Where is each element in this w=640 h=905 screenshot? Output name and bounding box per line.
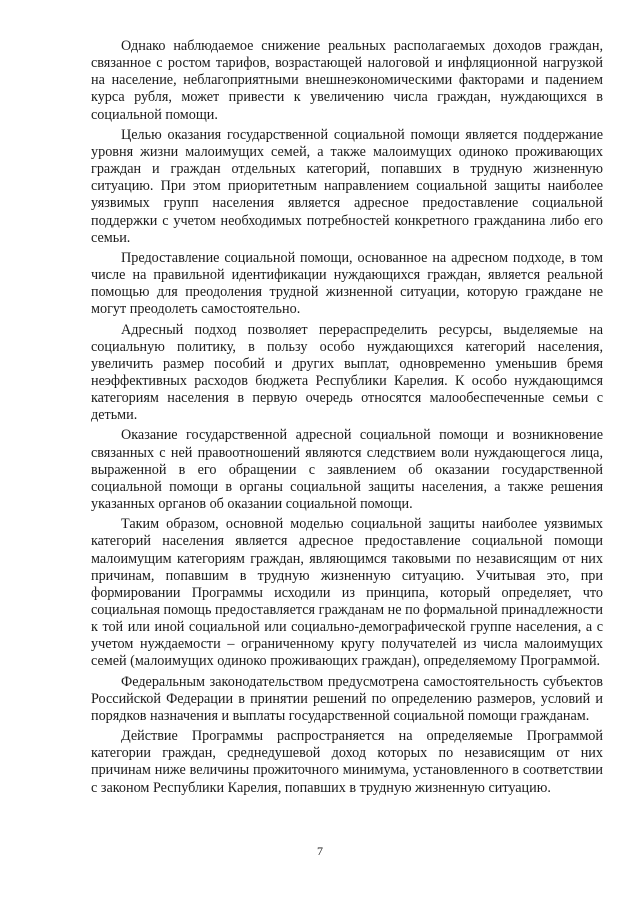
page-number: 7 <box>317 844 323 858</box>
paragraph-8: Действие Программы распространяется на определяемые Программой категории граждан, среднедушевой доход которых по независящим от них причинам ниже величины прожиточного минимума, установленного в соответствии с законом Республики Карелия, попавших в трудную жизненную ситуацию. <box>91 728 603 796</box>
paragraph-5: Оказание государственной адресной социальной помощи и возникновение связанных с ней правоотношений являются следствием воли нуждающегося лица, выраженной в его обращении с заявлением об оказании государственной социальной помощи в органы социальной защиты населения, а также решения указанных органов об оказании социальной помощи. <box>91 427 603 513</box>
paragraph-6: Таким образом, основной моделью социальной защиты наиболее уязвимых категорий населения является адресное предоставление социальной помощи малоимущим категориям граждан, являющимся таковыми по независящим от них причинам, попавшим в трудную жизненную ситуацию. Учитывая это, при формировании Программы исходили из принципа, который определяет, что социальная помощь предоставляется гражданам не по формальной принадлежности к той или иной социальной или социально-демографической группе населения, а с учетом нуждаемости – ограниченному кругу получателей из числа малоимущих семей (малоимущих одиноко проживающих граждан), определяемому Программой. <box>91 516 603 670</box>
paragraph-2: Целью оказания государственной социальной помощи является поддержание уровня жизни малоимущих семей, а также малоимущих одиноко проживающих граждан и граждан отдельных категорий, попавших в трудную жизненную ситуацию. При этом приоритетным направлением социальной защиты наиболее уязвимых групп населения является адресное предоставление социальной поддержки с учетом необходимых потребностей конкретного гражданина либо его семьи. <box>91 126 603 246</box>
paragraph-3: Предоставление социальной помощи, основанное на адресном подходе, в том числе на правильной идентификации нуждающихся граждан, является реальной помощью для преодоления трудной жизненной ситуации, которую граждане не могут преодолеть самостоятельно. <box>91 249 603 318</box>
document-page-body <box>91 38 603 800</box>
paragraph-7: Федеральным законодательством предусмотрена самостоятельность субъектов Российской Федерации в принятии решений по определению размеров, условий и порядков назначения и выплаты государственной социальной помощи гражданам. <box>91 673 603 724</box>
paragraph-4: Адресный подход позволяет перераспределить ресурсы, выделяемые на социальную политику, в пользу особо нуждающихся категорий населения, увеличить размер пособий и других выплат, одновременно уменьшив бремя неэффективных расходов бюджета Республики Карелия. К особо нуждающимся категориям населения в первую очередь относятся малообеспеченные семьи с детьми. <box>91 321 603 424</box>
paragraph-1: Однако наблюдаемое снижение реальных располагаемых доходов граждан, связанное с ростом тарифов, возрастающей налоговой и инфляционной нагрузкой на население, неблагоприятными внешнеэкономическими факторами и падением курса рубля, может привести к увеличению числа граждан, нуждающихся в социальной помощи. <box>91 38 603 123</box>
